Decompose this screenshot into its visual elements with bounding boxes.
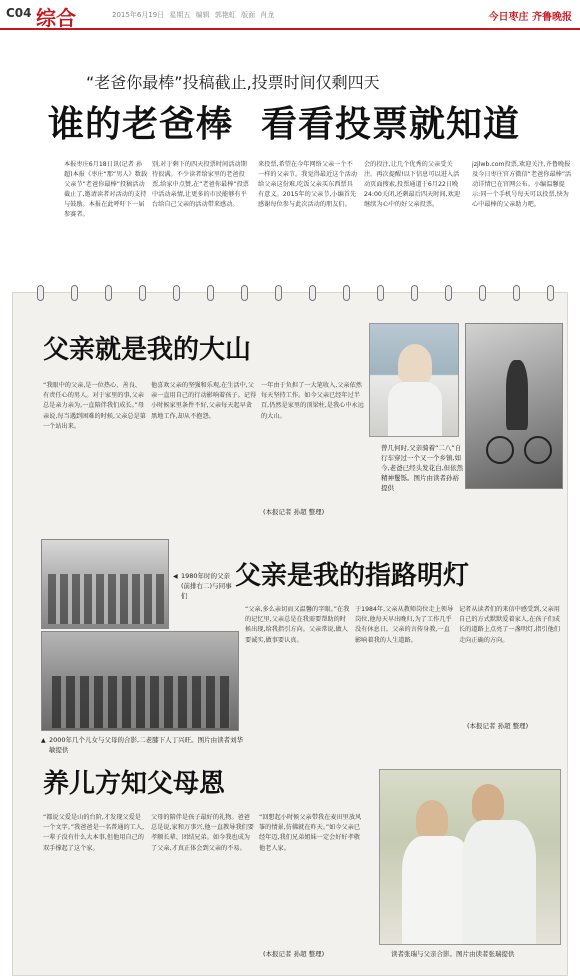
bicycle-wheel-icon — [524, 436, 552, 464]
story2-author: (本报记者 孙超 整理) — [467, 722, 529, 730]
story1-title: 父亲就是我的大山 — [43, 335, 252, 365]
binder-ring — [445, 285, 452, 301]
page-number: C04 — [6, 6, 32, 20]
story3-caption: 读者张瑞与父亲合影。图片由读者张瑞提供 — [391, 950, 515, 958]
portrait-shirt — [462, 820, 536, 945]
story2-photo-family — [41, 631, 239, 731]
story1-text-col3: 一年由于负担了一大笔收入,父亲依然每天坚持工作。如今父亲已经年过半百,仍然是家里的顶梁柱,是我心中永远的大山。 — [261, 382, 364, 420]
binder-ring — [479, 285, 486, 301]
story3-author: (本报记者 孙超 整理) — [263, 950, 325, 958]
main-headline — [48, 96, 520, 147]
portrait-figure — [472, 784, 504, 822]
page-header — [0, 0, 580, 30]
binder-ring — [309, 285, 316, 301]
caption-pointer-icon: ◀ — [173, 573, 178, 580]
notebook-panel — [12, 292, 568, 976]
story1-photo-father — [369, 323, 459, 437]
story3-text-col1: “都说父爱是山的台阶,才发现父爱是一个文字。”我爸爸是一名普通的工人,一辈子没有什么大本事,但他用自己的双手撑起了这个家。 — [43, 814, 145, 852]
binder-ring — [139, 285, 146, 301]
story2-photo-1980 — [41, 539, 169, 629]
binder-ring — [377, 285, 384, 301]
family-figures — [52, 676, 230, 728]
story2-text-col2: 于1984年,父亲从教师岗位走上领导岗位,他每天早出晚归,为了工作几乎没有休息日。父亲的言传身教,一直影响着我的人生道路。 — [355, 606, 454, 644]
story2-text-col1: “父亲,多么亲切而又温馨的字眼。”在我的记忆里,父亲总是在我需要帮助的时候出现,给我指引方向。父亲常说,做人要诚实,做事要认真。 — [245, 606, 350, 644]
bicycle-wheel-icon — [486, 436, 514, 464]
portrait-figure — [416, 800, 448, 838]
binder-ring — [513, 285, 520, 301]
newspaper-brand: 今日枣庄 齐鲁晚报 — [488, 12, 572, 23]
binder-ring — [37, 285, 44, 301]
headline-part-2: 看看投票就知道 — [261, 104, 521, 145]
bicycle-figure — [506, 360, 528, 430]
story1-text-col2: 他喜欢父亲的坚强和乐观,在生活中,父亲一直用自己的行动影响着孩子。记得小时候家里条件不好,父亲每天起早贪黑地工作,却从不抱怨。 — [151, 382, 257, 420]
story1-author: (本报记者 孙超 整理) — [263, 508, 325, 516]
story2-text-col3: 记者从读者们的来信中感受到,父亲用自己的方式默默爱着家人,在孩子们成长的道路上点亮了一盏明灯,指引他们走向正确的方向。 — [459, 606, 560, 644]
header-background — [0, 32, 580, 62]
binder-ring — [173, 285, 180, 301]
binder-ring — [411, 285, 418, 301]
story2-caption-top: 1980年时的父亲(前排右二)与同事们 — [181, 572, 232, 600]
binder-ring — [71, 285, 78, 301]
story3-photo-father-son — [379, 769, 561, 945]
story1-text-col1: “我眼中的父亲,是一位热心、善良、有责任心的男人。对于家里的事,父亲总是亲力亲为,一直陪伴我们成长。”母亲说,每当遇到困难的时候,父亲总是第一个站出来。 — [43, 382, 146, 430]
story3-text-col2: 父母的陪伴是孩子最好的礼物。爸爸总是说,家和万事兴,他一直教导我们要孝顺长辈、团结兄弟。如今我也成为了父亲,才真正体会到父亲的不易。 — [151, 814, 254, 852]
intro-column-1: 本报枣庄6月18日讯(记者 孙超)本报《枣庄“那”男人》数载父亲节“老爸你最棒”投稿活动截止了,邀请读者对活动的支持与鼓励。本报在此呼吁下一届参赛者。 — [64, 161, 148, 218]
story2-title: 父亲是我的指路明灯 — [235, 561, 470, 591]
intro-column-5: jzjlwb.com投票,欢迎关注,齐鲁晚报及今日枣庄官方微信“老爸你最棒”活动详情已在官网公布。小编温馨提示:同一个手机号每天可以投票,快为心中最棒的父亲助力吧。 — [472, 161, 572, 208]
binder-ring — [207, 285, 214, 301]
issue-meta: 2015年6月19日 星期五 编辑 郭艳虹 版面 肖龙 — [112, 11, 275, 19]
story3-title: 养儿方知父母恩 — [43, 769, 226, 799]
headline-part-1: 谁的老爸棒 — [48, 104, 234, 145]
story1-photo-bicycle — [465, 323, 563, 489]
story3-text-col3: “回想起小时候父亲带我在麦田里放风筝的情景,仿佛就在昨天。”如今父亲已经年迈,我们兄弟姐妹一定会好好孝敬他老人家。 — [259, 814, 362, 852]
portrait-shirt — [388, 382, 442, 437]
binder-ring — [343, 285, 350, 301]
headline-kicker: “老爸你最棒”投稿截止,投票时间仅剩四天 — [86, 73, 380, 92]
story2-caption-bottom: 2000年几个儿女与父母的合影,二老膝下人丁兴旺。图片由读者刘华敏提供 — [49, 736, 244, 754]
story1-caption: 曾几何时,父亲骑着“二八”自行车穿过一个又一个乡镇,如今,老爸已经头发花白,但依然精神矍铄。图片由读者孙裕提供 — [381, 444, 464, 492]
intro-column-2: 别,对于剩下的四天投票时间活动期待很满。不少读者给家里的老爸投票,给家中点赞,在“老爸你最棒”投票中活动亲情,让更多的市民能够有平台给自己父亲的活动带来感动。 — [152, 161, 249, 208]
intro-column-4: 会的投注,让几个优秀的父亲受关注。再次提醒!以下信息可以进入活动页面搜索,投票通道于6月22日晚24:00关闭,还剩最后四天时间,欢迎继续为心中的好父亲投票。 — [364, 161, 461, 208]
portrait-figure — [398, 344, 432, 384]
binder-ring — [275, 285, 282, 301]
binder-rings — [13, 285, 569, 303]
binder-ring — [547, 285, 554, 301]
intro-column-3: 来投票,希望在今年网络父亲一个不一样的父亲节。我觉得最近这个活动给父亲这份难,吃饭父亲买东西票具有意义。2015年的父亲节,小编首先感谢每位参与此次活动的朋友们。 — [258, 161, 357, 208]
section-name: 综合 — [36, 6, 76, 30]
group-figures — [48, 574, 164, 624]
binder-ring — [241, 285, 248, 301]
caption-pointer-icon: ▲ — [41, 737, 46, 744]
binder-ring — [105, 285, 112, 301]
